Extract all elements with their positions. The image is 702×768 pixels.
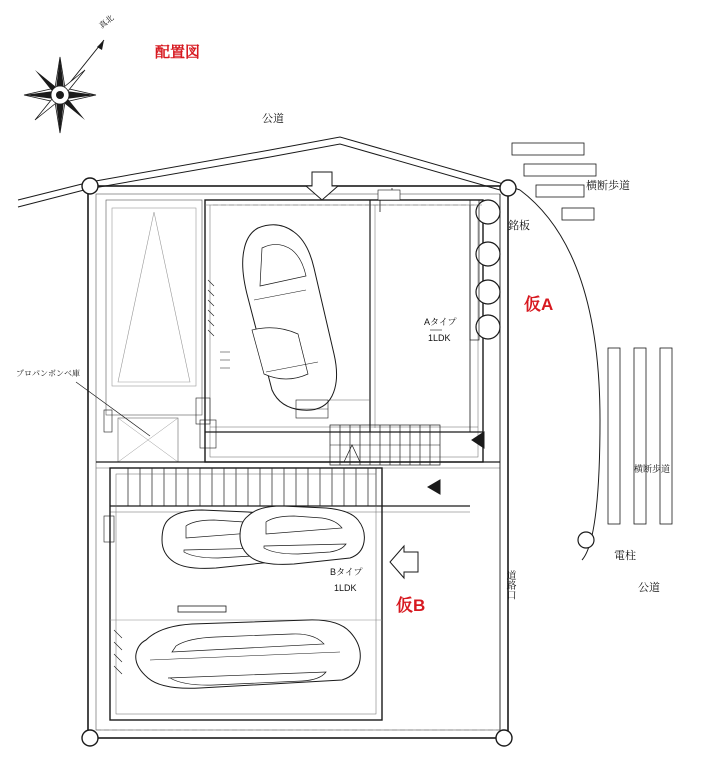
site-boundary-roof — [18, 137, 520, 207]
entrance-vertical-label: 道路口 — [504, 570, 515, 600]
compass-rose — [24, 40, 104, 133]
direction-arrow-b — [390, 546, 418, 578]
unit-b-plan-label: 1LDK — [334, 583, 357, 593]
road-top-label: 公道 — [262, 113, 284, 125]
unit-b-type-label: Bタイプ — [330, 567, 363, 577]
marker-a-label: 仮A — [524, 295, 554, 314]
stairs-upper — [330, 425, 440, 465]
right-drive — [484, 190, 600, 730]
nameplate-label: 銘板 — [508, 220, 530, 232]
vehicle-1 — [243, 225, 337, 410]
direction-arrow-top — [306, 172, 338, 200]
drawing-title: 配置図 — [155, 44, 201, 61]
unit-a-plan-label: 1LDK — [428, 333, 451, 343]
crosswalk-right-bars — [608, 348, 672, 524]
flow-triangle-2 — [428, 480, 440, 494]
propane-leader — [76, 382, 150, 436]
road-right-label: 公道 — [638, 582, 660, 594]
stairs-lower — [128, 468, 376, 506]
left-garden-area — [106, 200, 202, 462]
marker-b-label: 仮B — [396, 596, 426, 615]
crosswalk-right-label: 横断歩道 — [634, 464, 671, 474]
utility-pole-symbol — [578, 532, 594, 548]
crosswalk-top-bars — [512, 143, 596, 220]
utility-pole-label: 電柱 — [614, 550, 636, 562]
compass-north-label: 真北 — [97, 13, 116, 31]
nameplate-meters — [470, 200, 500, 340]
propane-storage-label: プロパンボンベ庫 — [16, 369, 80, 378]
crosswalk-top-label: 横断歩道 — [586, 180, 630, 192]
vehicle-3 — [240, 506, 364, 564]
unit-a-type-label: Aタイプ — [424, 317, 457, 327]
vehicle-4 — [136, 606, 361, 688]
